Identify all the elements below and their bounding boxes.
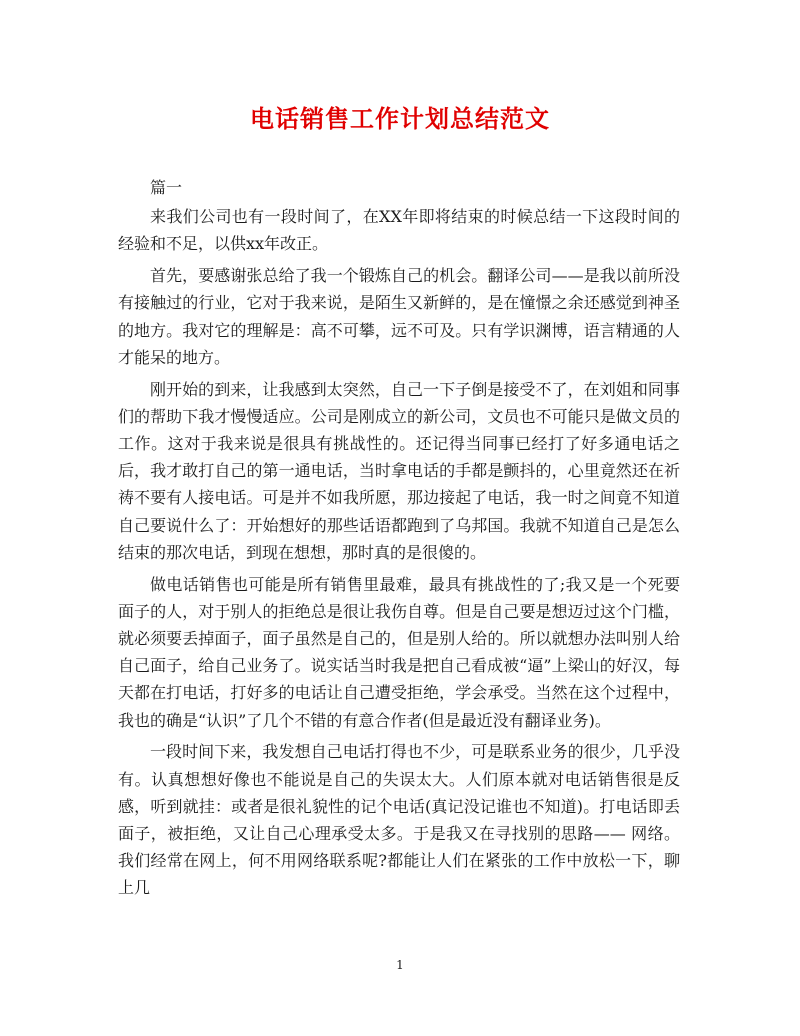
section-heading: 篇一	[150, 178, 183, 197]
paragraph-5: 一段时间下来，我发想自己电话打得也不少，可是联系业务的很少，几乎没有。认真想想好像也不能说是自己的失误太大。人们原本就对电话销售很是反感，听到就挂：或者是很礼貌性的记个电话(真记没记谁也不知道)。打电话即丢面子，被拒绝，又让自己心理承受太多。于是我又在寻找别的思路—— 网络。我们经常在网上，何不用网络联系呢?都能让人们在紧张的工作中放松一下，聊上几	[118, 742, 680, 898]
paragraph-1: 来我们公司也有一段时间了，在XX年即将结束的时候总结一下这段时间的经验和不足，以供xx年改正。	[118, 207, 680, 254]
document-body	[118, 174, 680, 906]
paragraph-4: 做电话销售也可能是所有销售里最难，最具有挑战性的了;我又是一个死要面子的人，对于别人的拒绝总是很让我伤自尊。但是自己要是想迈过这个门槛，就必须要丢掉面子，面子虽然是自己的，但是别人给的。所以就想办法叫别人给自己面子，给自己业务了。说实话当时我是把自己看成被“逼”上梁山的好汉，每天都在打电话，打好多的电话让自己遭受拒绝，学会承受。当然在这个过程中，我也的确是“认识”了几个不错的有意合作者(但是最近没有翻译业务)。	[118, 574, 680, 730]
document-title: 电话销售工作计划总结范文	[250, 104, 550, 133]
paragraph-3: 刚开始的到来，让我感到太突然，自己一下子倒是接受不了，在刘姐和同事们的帮助下我才慢慢适应。公司是刚成立的新公司，文员也不可能只是做文员的工作。这对于我来说是很具有挑战性的。还记得当同事已经打了好多通电话之后，我才敢打自己的第一通电话，当时拿电话的手都是颤抖的，心里竟然还在祈祷不要有人接电话。可是并不如我所愿，那边接起了电话，我一时之间竟不知道自己要说什么了：开始想好的那些话语都跑到了乌邦国。我就不知道自己是怎么结束的那次电话，到现在想想，那时真的是很傻的。	[118, 379, 680, 562]
paragraph-2: 首先，要感谢张总给了我一个锻炼自己的机会。翻译公司——是我以前所没有接触过的行业，它对于我来说，是陌生又新鲜的，是在憧憬之余还感觉到神圣的地方。我对它的理解是：高不可攀，远不可及。只有学识渊博，语言精通的人才能呆的地方。	[118, 266, 680, 367]
page-number: 1	[396, 958, 404, 972]
